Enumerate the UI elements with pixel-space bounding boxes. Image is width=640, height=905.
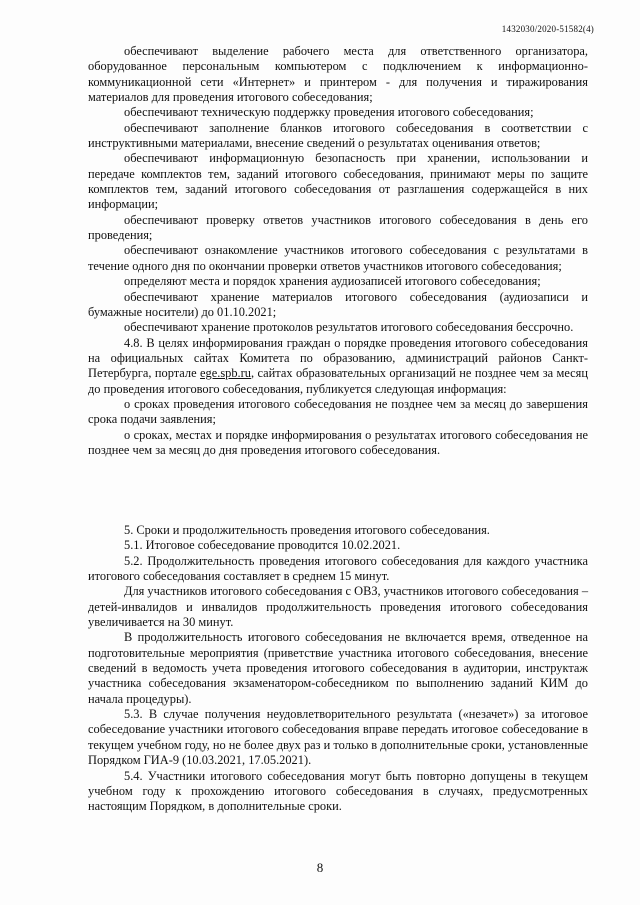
section-5-paragraph: 5.2. Продолжительность проведения итогового собеседования для каждого участника итогового собеседования составляет в среднем 15 минут. xyxy=(88,553,588,584)
duty-paragraph: обеспечивают выделение рабочего места для ответственного организатора, оборудованное персональным компьютером с подключением к информационно-коммуникационной сети «Интернет» и принтером - для получения и тиражирования материалов для проведения итогового собеседования; xyxy=(88,44,588,105)
duty-paragraph: обеспечивают техническую поддержку проведения итогового собеседования; xyxy=(124,105,534,120)
duty-paragraph: обеспечивают ознакомление участников итогового собеседования с результатами в течение одного дня по окончании проверки ответов участников итогового собеседования; xyxy=(88,243,588,273)
duty-paragraph: обеспечивают проверку ответов участников итогового собеседования в день его проведения; xyxy=(88,212,588,243)
duty-paragraph: обеспечивают хранение материалов итогового собеседования (аудиозаписи и бумажные носители) до 01.10.2021; xyxy=(88,289,588,319)
duty-paragraph: обеспечивают заполнение бланков итогового собеседования в соответствии с инструктивными материалами, внесение сведений о результатах оценивания ответов; xyxy=(88,120,588,151)
portal-link[interactable]: ege.spb.ru xyxy=(200,366,251,381)
info-item-paragraph: о сроках, местах и порядке информирования о результатах итогового собеседования не позднее чем за месяц до дня проведения итогового собеседования. xyxy=(88,427,588,457)
section-5-paragraph: 5.4. Участники итогового собеседования могут быть повторно допущены в текущем учебном году к прохождению итогового собеседования в случаях, предусмотренных настоящим Порядком, в дополнительные сроки. xyxy=(88,768,588,814)
page-number: 8 xyxy=(316,860,324,875)
duty-paragraph: определяют места и порядок хранения аудиозаписей итогового собеседования; xyxy=(124,274,541,289)
duty-paragraph: обеспечивают хранение протоколов результатов итогового собеседования бессрочно. xyxy=(124,320,574,335)
duty-paragraph: обеспечивают информационную безопасность при хранении, использовании и передаче комплектов тем, заданий итогового собеседования, принимают меры по защите комплектов тем, заданий итогового собеседования от разглашения содержащейся в них информации; xyxy=(88,151,588,212)
section-5-paragraph: 5.1. Итоговое собеседование проводится 10.02.2021. xyxy=(124,538,401,553)
section-5 xyxy=(88,523,588,815)
section-5-paragraph: 5.3. В случае получения неудовлетворительного результата («незачет») за итоговое собеседование участники итогового собеседования вправе передать итоговое собеседование в текущем учебном году, но не более двух раз и только в дополнительные сроки, установленные Порядком ГИА-9 (10.03.2021, 17.05.2021). xyxy=(88,707,588,768)
paragraph-4-8-text-start: 4.8. В целях информирования граждан о порядке проведения итогового собеседования на официальных сайтах Комитета по образованию, администраций районов Санкт-Петербурга, портале xyxy=(88,335,588,381)
document-registration-number: 1432030/2020-51582(4) xyxy=(501,24,594,34)
section-4-continuation xyxy=(88,44,588,458)
section-5-paragraph: Для участников итогового собеседования с ОВЗ, участников итогового собеседования – детей-инвалидов и инвалидов продолжительность проведения итогового собеседования увеличивается на 30 минут. xyxy=(88,584,589,630)
section-5-paragraph: В продолжительность итогового собеседования не включается время, отведенное на подготовительные мероприятия (приветствие участника итогового собеседования, внесение сведений в ведомость учета проведения итогового собеседования в аудитории, инструктаж участника собеседования экзаменатором-собеседником по выполнению заданий КИМ до начала процедуры). xyxy=(88,630,588,706)
paragraph-4-8-text-end: , сайтах образовательных организаций не позднее чем за месяц до проведения итогового собеседования, публикуется следующая информация: xyxy=(88,366,588,396)
paragraph-4-8 xyxy=(88,336,588,397)
section-5-heading: 5. Сроки и продолжительность проведения итогового собеседования. xyxy=(124,523,490,537)
info-item-paragraph: о сроках проведения итогового собеседования не позднее чем за месяц до завершения срока подачи заявления; xyxy=(88,396,588,427)
